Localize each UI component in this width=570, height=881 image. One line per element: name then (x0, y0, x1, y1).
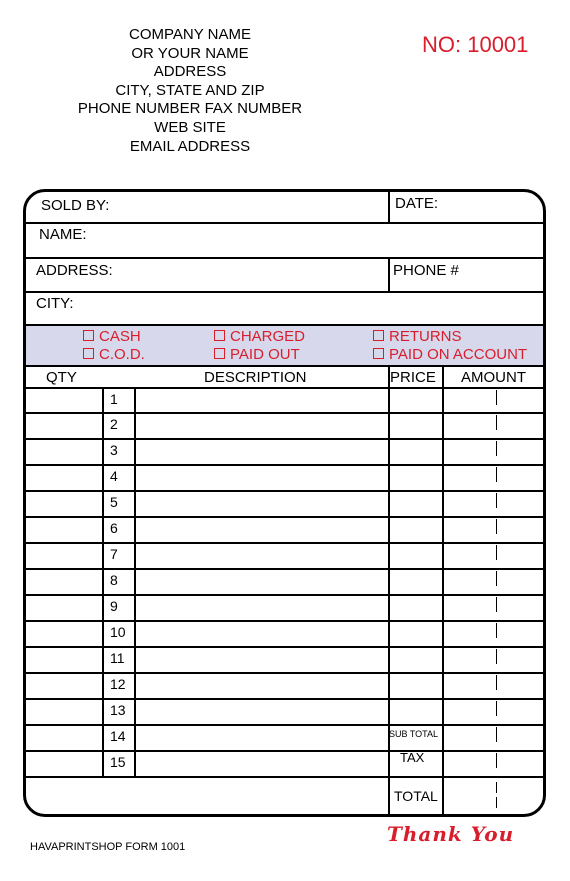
row-number: 2 (110, 416, 118, 432)
address-label: ADDRESS: (36, 262, 113, 279)
sub-total-label: SUB TOTAL (389, 729, 439, 739)
sold-by-label: SOLD BY: (41, 197, 110, 214)
checkbox-icon[interactable] (83, 348, 94, 359)
row-divider (26, 646, 543, 648)
tax-label: TAX (400, 750, 425, 765)
row-number: 11 (110, 650, 125, 666)
divider-line (102, 387, 104, 776)
row-divider (26, 620, 543, 622)
column-header-price: PRICE (390, 369, 436, 386)
row-number: 4 (110, 468, 118, 484)
amount-cents-tick (496, 415, 497, 430)
row-number: 8 (110, 572, 118, 588)
row-number: 10 (110, 624, 126, 640)
divider-line (26, 365, 543, 367)
total-label: TOTAL (394, 788, 438, 804)
checkbox-icon[interactable] (214, 330, 225, 341)
row-number: 5 (110, 494, 118, 510)
amount-cents-tick (496, 797, 497, 808)
row-divider (26, 387, 543, 389)
divider-line (26, 222, 543, 224)
option-returns-label: RETURNS (389, 328, 462, 345)
name-label: NAME: (39, 226, 87, 243)
row-divider (26, 464, 543, 466)
company-address-line: ADDRESS (153, 63, 227, 81)
row-number: 9 (110, 598, 118, 614)
option-returns[interactable] (373, 328, 462, 345)
row-divider (26, 724, 543, 726)
amount-cents-tick (496, 649, 497, 664)
checkbox-icon[interactable] (214, 348, 225, 359)
row-number: 14 (110, 728, 126, 744)
row-number: 15 (110, 754, 126, 770)
thank-you-text: Thank You (387, 822, 515, 846)
option-paid-out-label: PAID OUT (230, 346, 300, 363)
company-phone-line: PHONE NUMBER FAX NUMBER (77, 100, 303, 118)
option-paid-on-account[interactable] (373, 346, 527, 363)
option-cash-label: CASH (99, 328, 141, 345)
row-divider (26, 438, 543, 440)
amount-cents-tick (496, 597, 497, 612)
amount-cents-tick (496, 519, 497, 534)
form-code-label: HAVAPRINTSHOP FORM 1001 (30, 841, 186, 853)
checkbox-icon[interactable] (373, 330, 384, 341)
amount-cents-tick (496, 545, 497, 560)
amount-cents-tick (496, 753, 497, 768)
city-label: CITY: (36, 295, 74, 312)
row-divider (26, 776, 543, 778)
row-number: 6 (110, 520, 118, 536)
option-cash[interactable] (83, 328, 141, 345)
company-name-alt-line: OR YOUR NAME (131, 44, 249, 62)
amount-cents-tick (496, 467, 497, 482)
divider-line (388, 192, 390, 222)
amount-cents-tick (496, 390, 497, 405)
row-divider (26, 568, 543, 570)
divider-line (26, 257, 543, 259)
company-web-line: WEB SITE (154, 118, 226, 136)
amount-cents-tick (496, 493, 497, 508)
amount-cents-tick (496, 727, 497, 742)
phone-label: PHONE # (393, 262, 459, 279)
row-divider (26, 594, 543, 596)
row-number: 3 (110, 442, 118, 458)
row-divider (26, 412, 543, 414)
amount-cents-tick (496, 623, 497, 638)
amount-cents-tick (496, 441, 497, 456)
option-cod-label: C.O.D. (99, 346, 145, 363)
column-header-description: DESCRIPTION (204, 369, 307, 386)
column-header-amount: AMOUNT (461, 369, 526, 386)
option-paid-on-account-label: PAID ON ACCOUNT (389, 346, 528, 363)
divider-line (388, 257, 390, 291)
row-number: 7 (110, 546, 118, 562)
divider-line (134, 387, 136, 776)
option-charged-label: CHARGED (230, 328, 306, 345)
company-email-line: EMAIL ADDRESS (129, 137, 251, 155)
row-number: 1 (110, 391, 118, 407)
amount-cents-tick (496, 675, 497, 690)
form-number: NO: 10001 (422, 32, 529, 57)
divider-line (26, 291, 543, 293)
option-paid-out[interactable] (214, 346, 300, 363)
checkbox-icon[interactable] (373, 348, 384, 359)
option-cod[interactable] (83, 346, 145, 363)
row-divider (26, 750, 543, 752)
company-header (40, 26, 340, 156)
amount-cents-tick (496, 701, 497, 716)
row-number: 12 (110, 676, 126, 692)
row-divider (26, 490, 543, 492)
column-header-qty: QTY (46, 369, 77, 386)
checkbox-icon[interactable] (83, 330, 94, 341)
amount-cents-tick (496, 782, 497, 793)
row-divider (26, 516, 543, 518)
divider-line (26, 324, 543, 326)
row-divider (26, 542, 543, 544)
date-label: DATE: (395, 195, 439, 212)
company-name-line: COMPANY NAME (129, 26, 251, 43)
row-divider (26, 672, 543, 674)
row-divider (26, 698, 543, 700)
amount-cents-tick (496, 571, 497, 586)
company-city-line: CITY, STATE AND ZIP (115, 81, 265, 99)
row-number: 13 (110, 702, 126, 718)
option-charged[interactable] (214, 328, 305, 345)
sales-form (23, 189, 546, 817)
